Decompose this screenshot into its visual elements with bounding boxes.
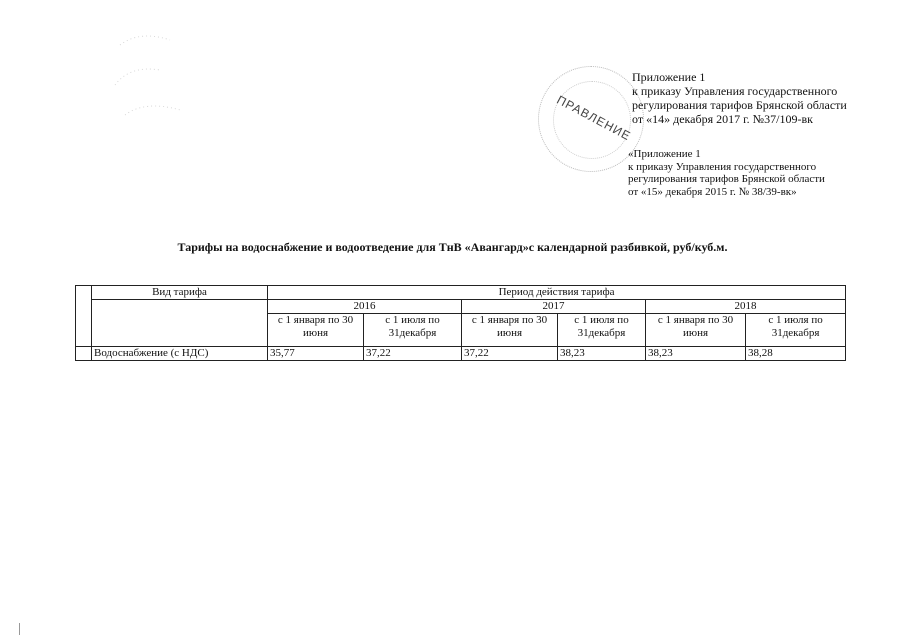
tariff-type-header: Вид тарифа	[92, 286, 268, 300]
tariff-type-spacer	[92, 300, 268, 347]
period-header-cell: с 1 июля по 31декабря	[746, 314, 846, 347]
appendix-current-heading	[632, 70, 847, 126]
faded-stamp-mark	[110, 25, 200, 135]
year-header: 2018	[646, 300, 846, 314]
year-header-row	[76, 300, 846, 314]
appendix-original-line-4: от «15» декабря 2015 г. № 38/39-вк»	[628, 185, 797, 198]
tariff-name-cell: Водоснабжение (с НДС)	[92, 347, 268, 361]
period-header-cell: с 1 января по 30 июня	[268, 314, 364, 347]
scan-edge-mark	[19, 623, 20, 635]
appendix-original-heading	[628, 148, 825, 198]
appendix-original-line-2: к приказу Управления государственного	[628, 160, 817, 173]
tariff-value-cell: 37,22	[462, 347, 558, 361]
document-title: Тарифы на водоснабжение и водоотведение для ТнВ «Авангард»с календарной разбивкой, руб/куб.м.	[177, 240, 728, 254]
row-marker-cell	[76, 347, 92, 361]
tariff-value-cell: 37,22	[364, 347, 462, 361]
period-header-cell: с 1 января по 30 июня	[462, 314, 558, 347]
period-header-cell: с 1 января по 30 июня	[646, 314, 746, 347]
seal-text: ПРАВЛЕНИЕ	[554, 92, 634, 144]
appendix-current-line-1: Приложение 1	[632, 70, 706, 84]
appendix-current-line-3: регулирования тарифов Брянской области	[632, 98, 847, 112]
year-header: 2017	[462, 300, 646, 314]
appendix-original-line-3: регулирования тарифов Брянской области	[628, 173, 825, 185]
table-header-row	[76, 286, 846, 300]
period-header: Период действия тарифа	[268, 286, 846, 300]
period-header-cell: с 1 июля по 31декабря	[364, 314, 462, 347]
table-row	[76, 347, 846, 361]
tariff-value-cell: 38,28	[746, 347, 846, 361]
row-marker-cell	[76, 286, 92, 347]
tariff-table	[75, 285, 846, 361]
tariff-value-cell: 38,23	[646, 347, 746, 361]
period-header-cell: с 1 июля по 31декабря	[558, 314, 646, 347]
tariff-value-cell: 35,77	[268, 347, 364, 361]
appendix-current-line-2: к приказу Управления государственного	[632, 84, 838, 98]
appendix-current-line-4: от «14» декабря 2017 г. №37/109-вк	[632, 112, 813, 126]
tariff-value-cell: 38,23	[558, 347, 646, 361]
appendix-original-line-1: «Приложение 1	[628, 148, 701, 160]
year-header: 2016	[268, 300, 462, 314]
